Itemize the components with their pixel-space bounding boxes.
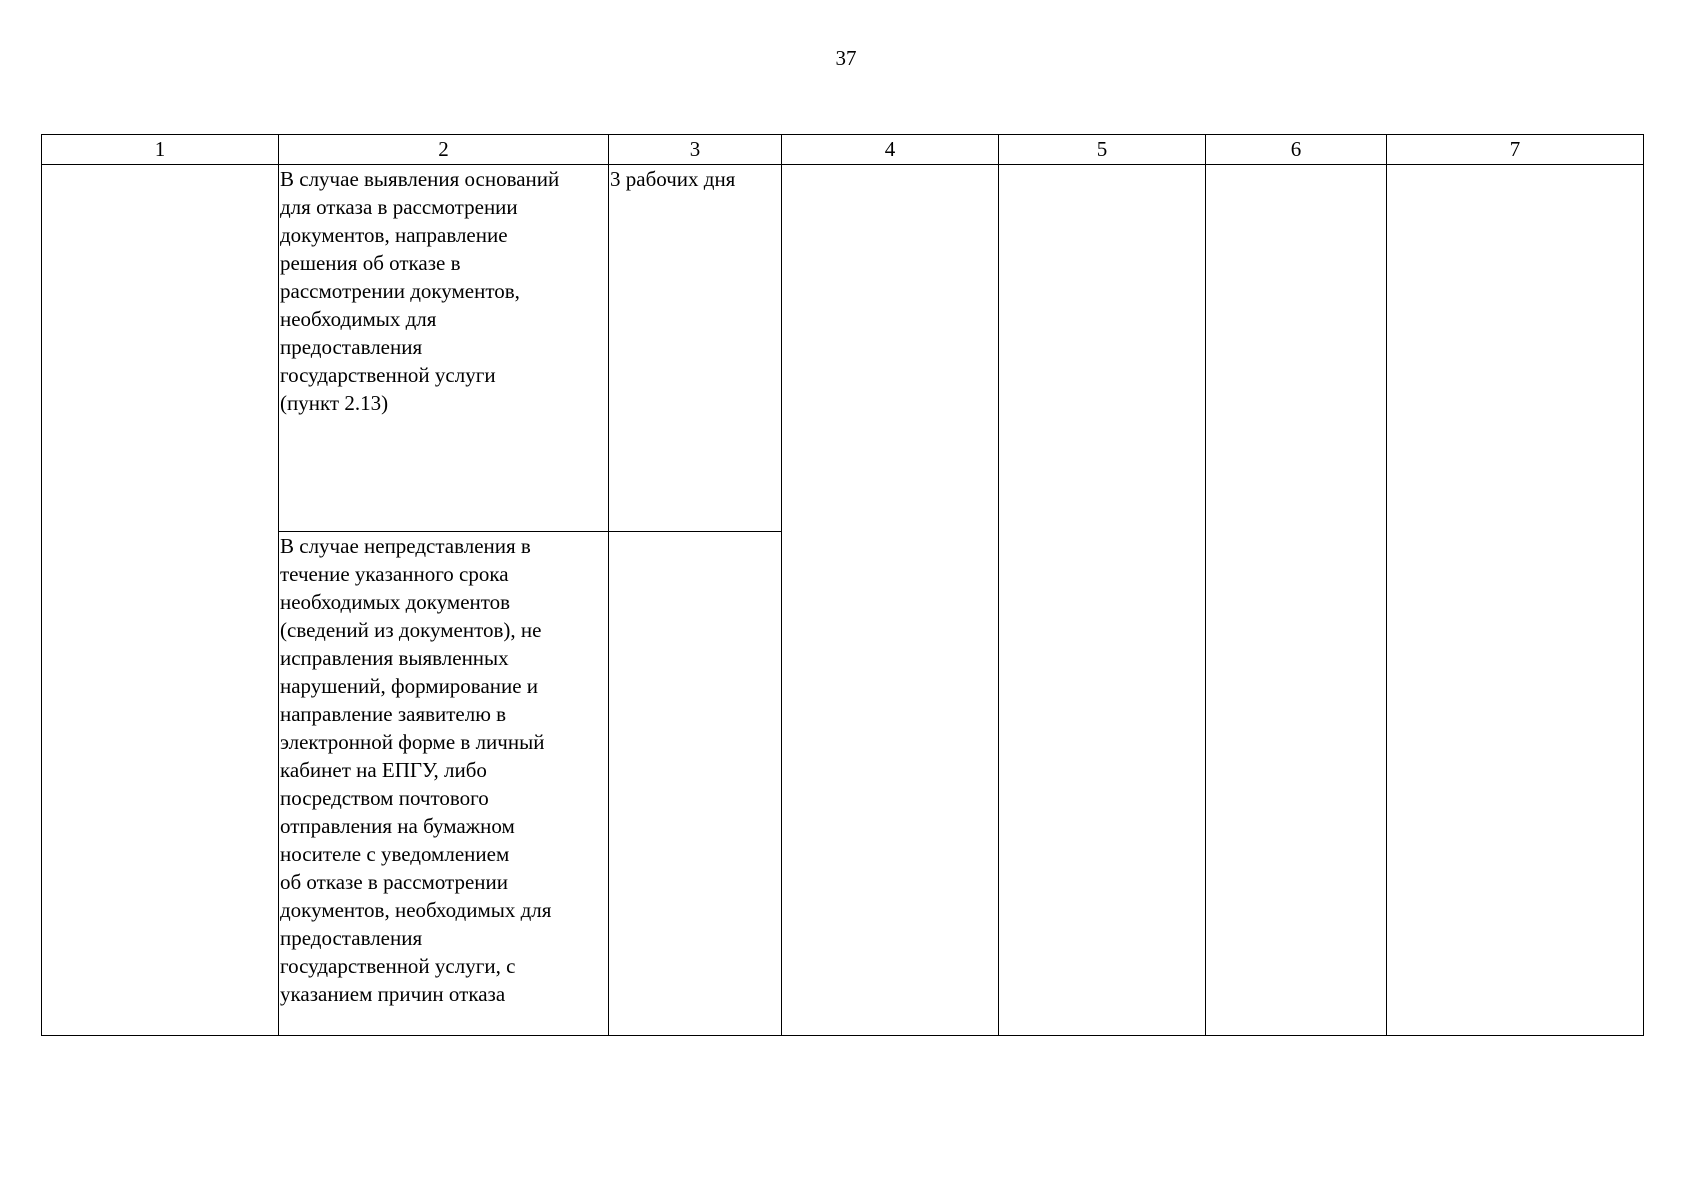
action-description-text: В случае выявления оснований для отказа в рассмотрении документов, направление решения об отказе в рассмотрении документов, необходимых для предоставления государственной услуги (пункт 2.13) [280,167,560,415]
column-header-2: 2 [279,135,609,165]
cell-term [609,165,782,532]
column-header-6: 6 [1206,135,1387,165]
action-description-text: В случае непредставления в течение указанного срока необходимых документов (сведений из документов), не исправления выявленных нарушений, формирование и направление заявителю в электронной форме в личный кабинет на ЕПГУ, либо посредством почтового отправления на бумажном носителе с уведомлением об отказе в рассмотрении документов, необходимых для предоставления государственной услуги, с указанием причин отказа [280,534,552,1006]
cell-col1 [42,165,279,1036]
term-text: 3 рабочих дня [610,167,736,191]
cell-col6 [1206,165,1387,1036]
procedure-table [41,134,1644,1036]
cell-action-description [279,165,609,532]
column-header-4: 4 [782,135,999,165]
cell-col4 [782,165,999,1036]
header-row [42,135,1644,165]
column-header-5: 5 [999,135,1206,165]
cell-col7 [1387,165,1644,1036]
column-header-3: 3 [609,135,782,165]
column-header-1: 1 [42,135,279,165]
table-row [42,165,1644,532]
column-header-7: 7 [1387,135,1644,165]
cell-action-description [279,532,609,1036]
cell-col5 [999,165,1206,1036]
page-number: 37 [835,46,857,70]
cell-term [609,532,782,1036]
